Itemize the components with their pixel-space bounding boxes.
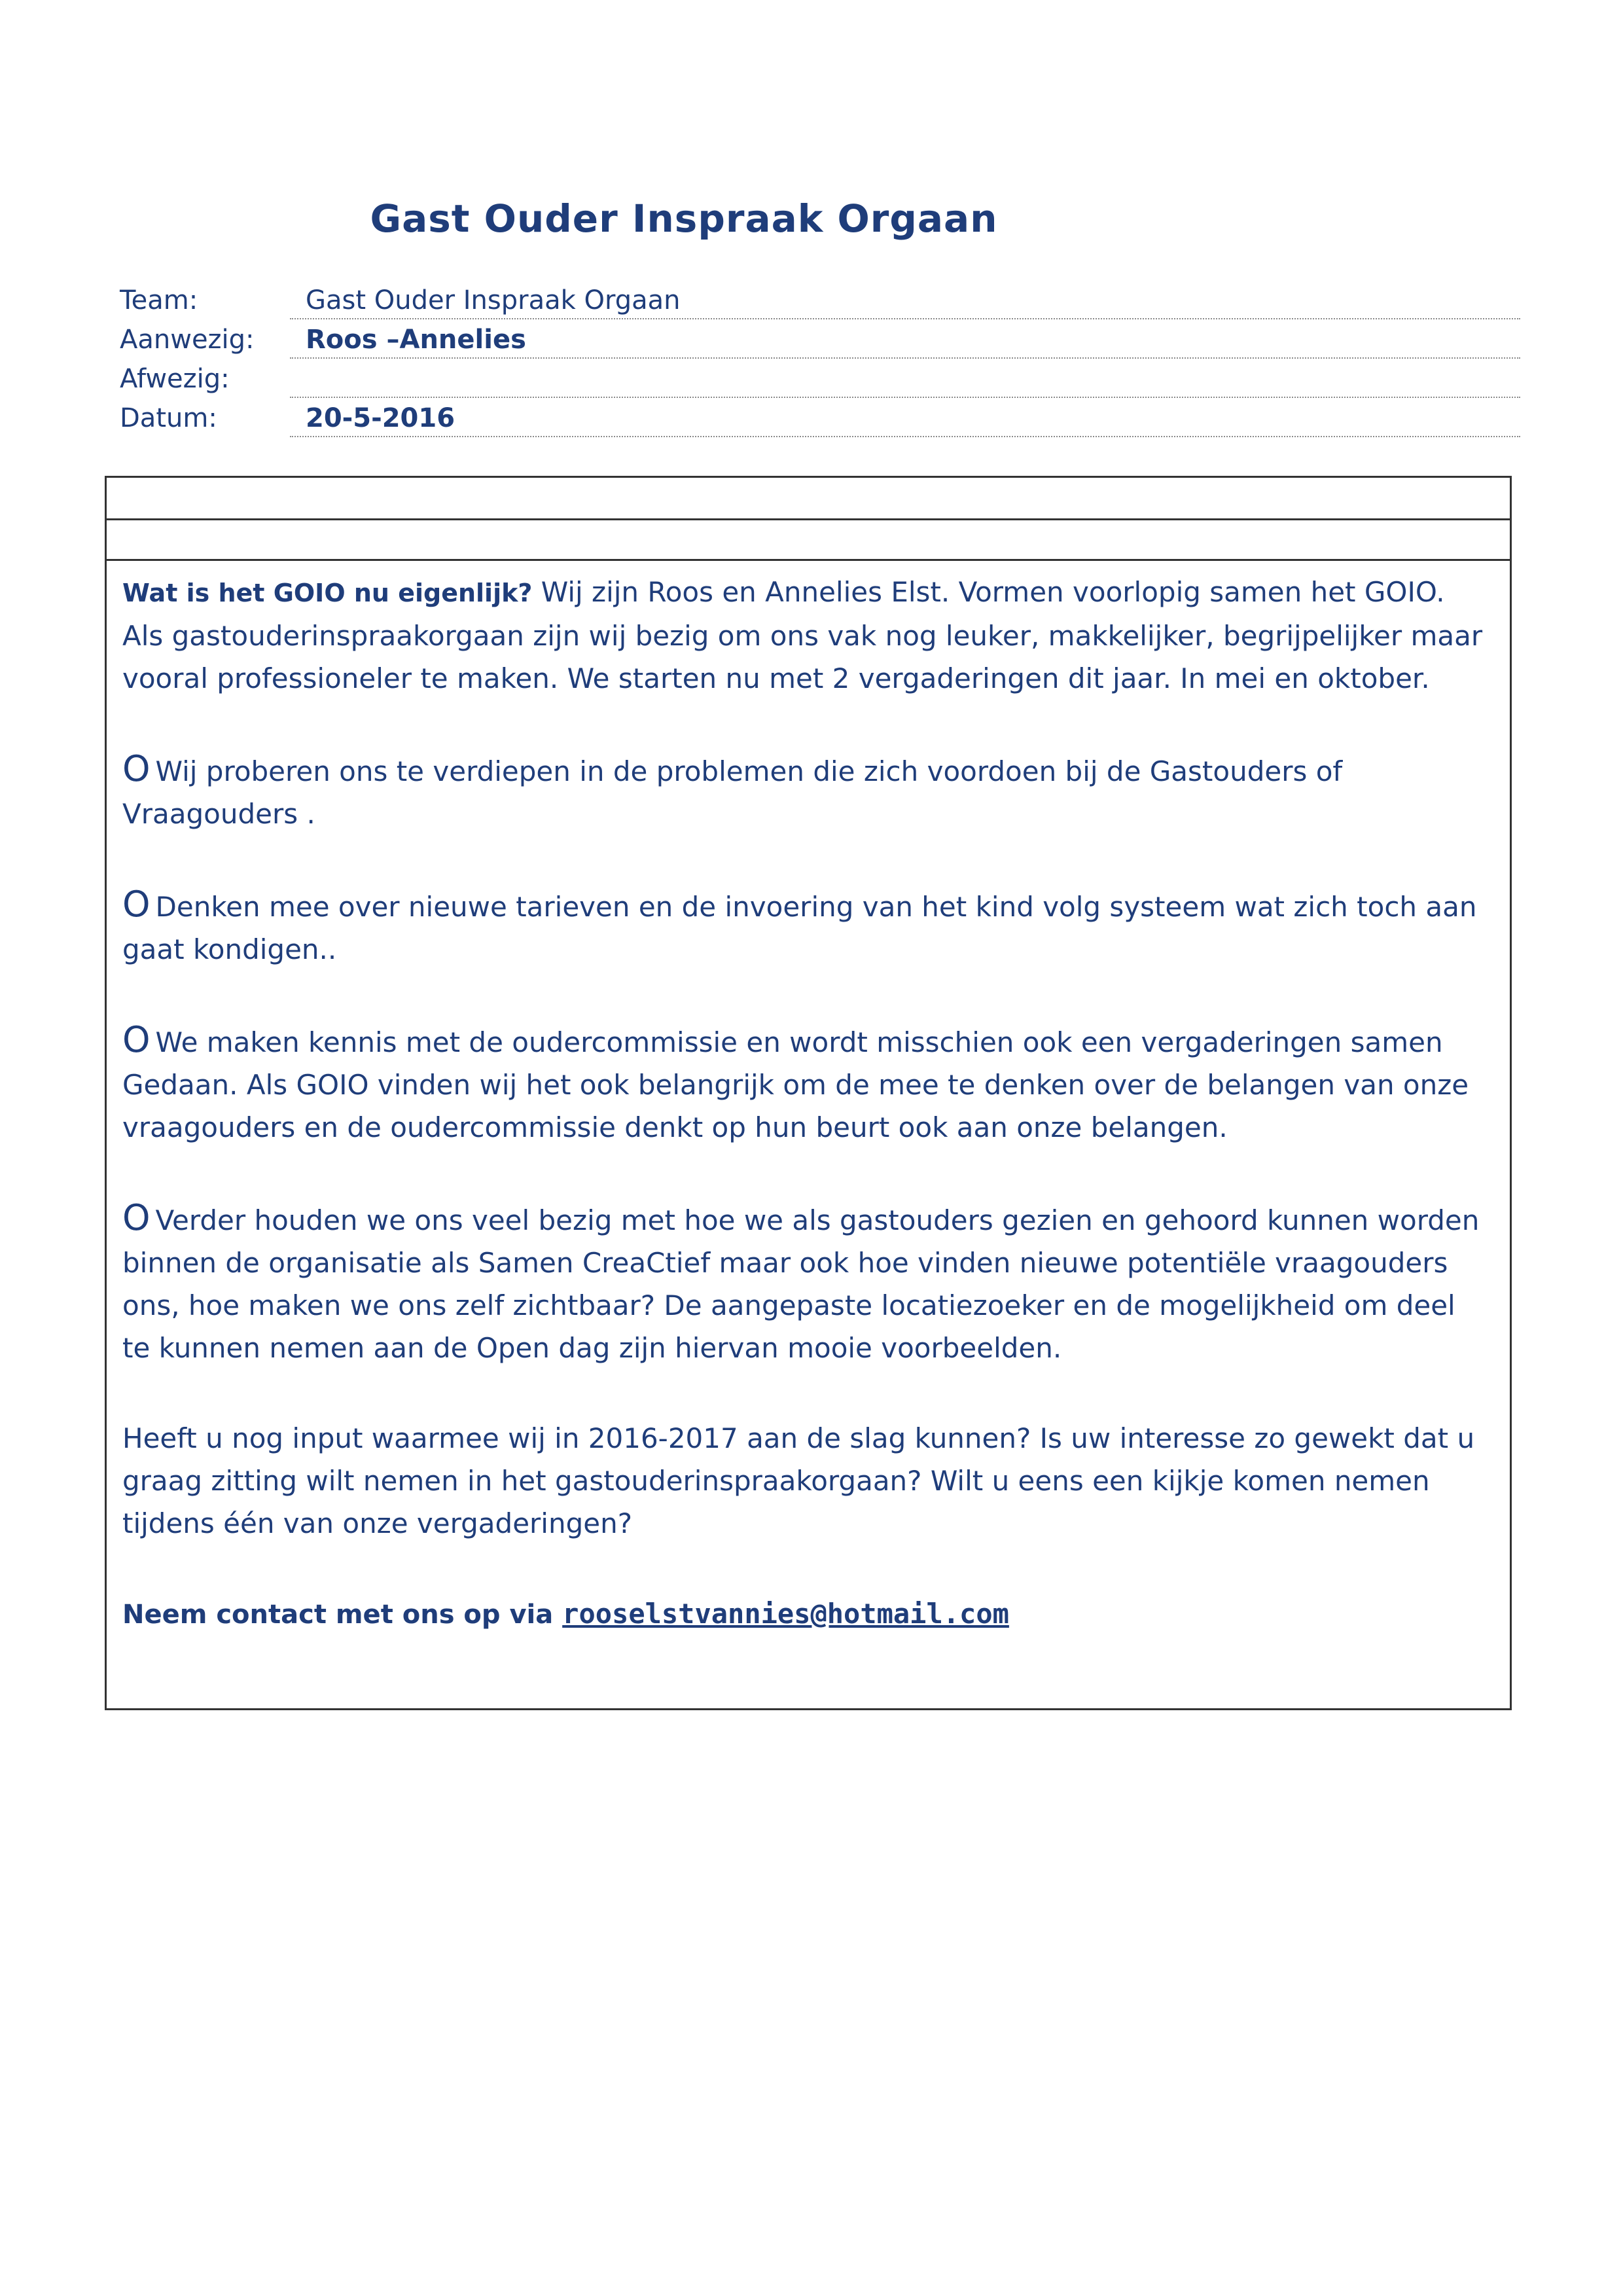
aanwezig-label: Aanwezig: [120,325,255,355]
team-label: Team: [120,285,198,315]
meta-row-afwezig [120,360,1520,399]
datum-label: Datum: [120,403,217,433]
empty-row-2 [107,518,1510,561]
contact-paragraph [122,1592,1486,1636]
aanwezig-value: Roos –Annelies [290,321,1520,359]
meta-row-datum [120,399,1520,439]
afwezig-label: Afwezig: [120,364,230,394]
intro-paragraph [122,571,1486,700]
bullet-text: Denken mee over nieuwe tarieven en de invoering van het kind volg systeem wat zich toch aan gaat kondigen.. [122,891,1477,965]
meta-row-aanwezig [120,321,1520,360]
meta-fields [120,281,1520,439]
bullet-text: Verder houden we ons veel bezig met hoe we als gastouders gezien en gehoord kunnen worden binnen de organisatie als Samen CreaCtief maar ook hoe vinden nieuwe potentiële vraagouders ons, hoe maken we ons zelf zichtbaar? De aangepaste locatiezoeker en de mogelijkheid om deel te kunnen nemen aan de Open dag zijn hiervan mooie voorbeelden. [122,1204,1480,1364]
datum-value: 20-5-2016 [290,399,1520,437]
bullet-paragraph [122,1196,1486,1369]
bullet-paragraph [122,747,1486,835]
intro-heading: Wat is het GOIO nu eigenlijk? [122,579,533,607]
content-box [105,476,1512,1710]
question-paragraph: Heeft u nog input waarmee wij in 2016-2017 aan de slag kunnen? Is uw interesse zo gewekt dat u graag zitting wilt nemen in het gastouderinspraakorgaan? Wilt u eens een kijkje komen nemen tijdens één van onze vergaderingen? [122,1422,1475,1539]
team-value: Gast Ouder Inspraak Orgaan [290,281,1520,319]
document-title: Gast Ouder Inspraak Orgaan [370,196,998,241]
bullet-paragraph [122,883,1486,971]
afwezig-value [290,360,1520,398]
contact-text: Neem contact met ons op via [122,1600,563,1630]
contact-email-link[interactable]: rooselstvannies@hotmail.com [562,1598,1009,1630]
bullet-text: Wij proberen ons te verdiepen in de problemen die zich voordoen bij de Gastouders of Vraagouders . [122,755,1343,830]
intro-text: Wij zijn Roos en Annelies Elst. Vormen voorlopig samen het GOIO. Als gastouderinspraakorgaan zijn wij bezig om ons vak nog leuker, makkelijker, begrijpelijker maar vooral professioneler te maken. We starten nu met 2 vergaderingen dit jaar. In mei en oktober. [122,576,1483,694]
bullet-marker: O [122,1019,151,1060]
bullet-text: We maken kennis met de oudercommissie en wordt misschien ook een vergaderingen samen Gedaan. Als GOIO vinden wij het ook belangrijk om de mee te denken over de belangen van onze vraagouders en de oudercommissie denkt op hun beurt ook aan onze belangen. [122,1026,1469,1143]
bullet-marker: O [122,884,151,925]
bullet-paragraph [122,1018,1486,1149]
bullet-marker: O [122,748,151,789]
empty-row-1 [107,478,1510,520]
bullet-marker: O [122,1197,151,1238]
meta-row-team [120,281,1520,321]
content-body [122,571,1486,1684]
